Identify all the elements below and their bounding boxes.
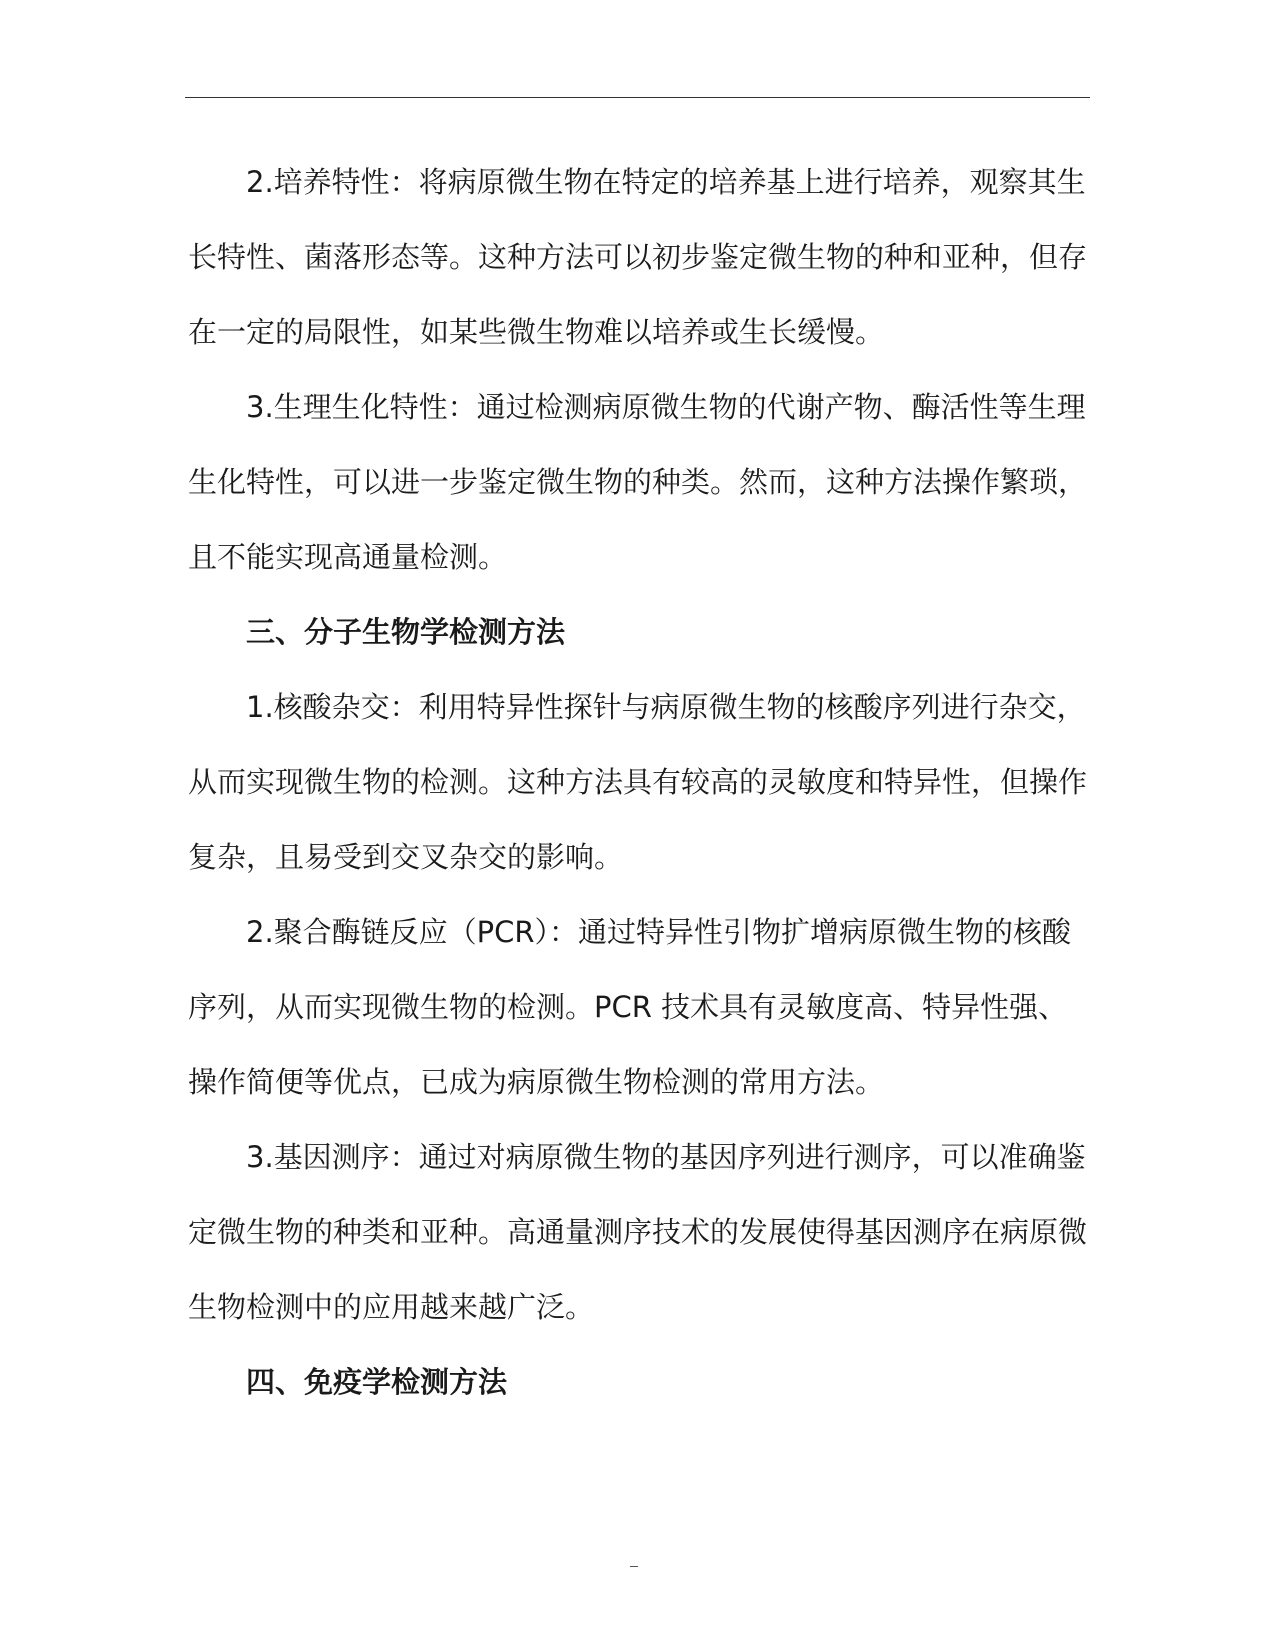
paragraph-pcr: 2.聚合酶链反应（PCR）：通过特异性引物扩增病原微生物的核酸序列，从而实现微生物的检测。PCR 技术具有灵敏度高、特异性强、操作简便等优点，已成为病原微生物检测的常用方法。 — [188, 915, 1072, 1099]
document-body — [188, 145, 1088, 1420]
header-rule — [185, 97, 1090, 98]
paragraph-culture-characteristics: 2.培养特性：将病原微生物在特定的培养基上进行培养，观察其生长特性、菌落形态等。这种方法可以初步鉴定微生物的种和亚种，但存在一定的局限性，如某些微生物难以培养或生长缓慢。 — [188, 165, 1088, 349]
paragraph-biochemical-characteristics: 3.生理生化特性：通过检测病原微生物的代谢产物、酶活性等生理生化特性，可以进一步鉴定微生物的种类。然而，这种方法操作繁琐，且不能实现高通量检测。 — [188, 390, 1088, 574]
paragraph-gene-sequencing: 3.基因测序：通过对病原微生物的基因序列进行测序，可以准确鉴定微生物的种类和亚种。高通量测序技术的发展使得基因测序在病原微生物检测中的应用越来越广泛。 — [188, 1140, 1088, 1324]
footer-mark — [630, 1566, 638, 1567]
section-heading-molecular-methods: 三、分子生物学检测方法 — [246, 615, 566, 649]
section-heading-immunological-methods: 四、免疫学检测方法 — [246, 1365, 508, 1399]
paragraph-nucleic-acid-hybridization: 1.核酸杂交：利用特异性探针与病原微生物的核酸序列进行杂交，从而实现微生物的检测。这种方法具有较高的灵敏度和特异性，但操作复杂，且易受到交叉杂交的影响。 — [188, 690, 1088, 874]
